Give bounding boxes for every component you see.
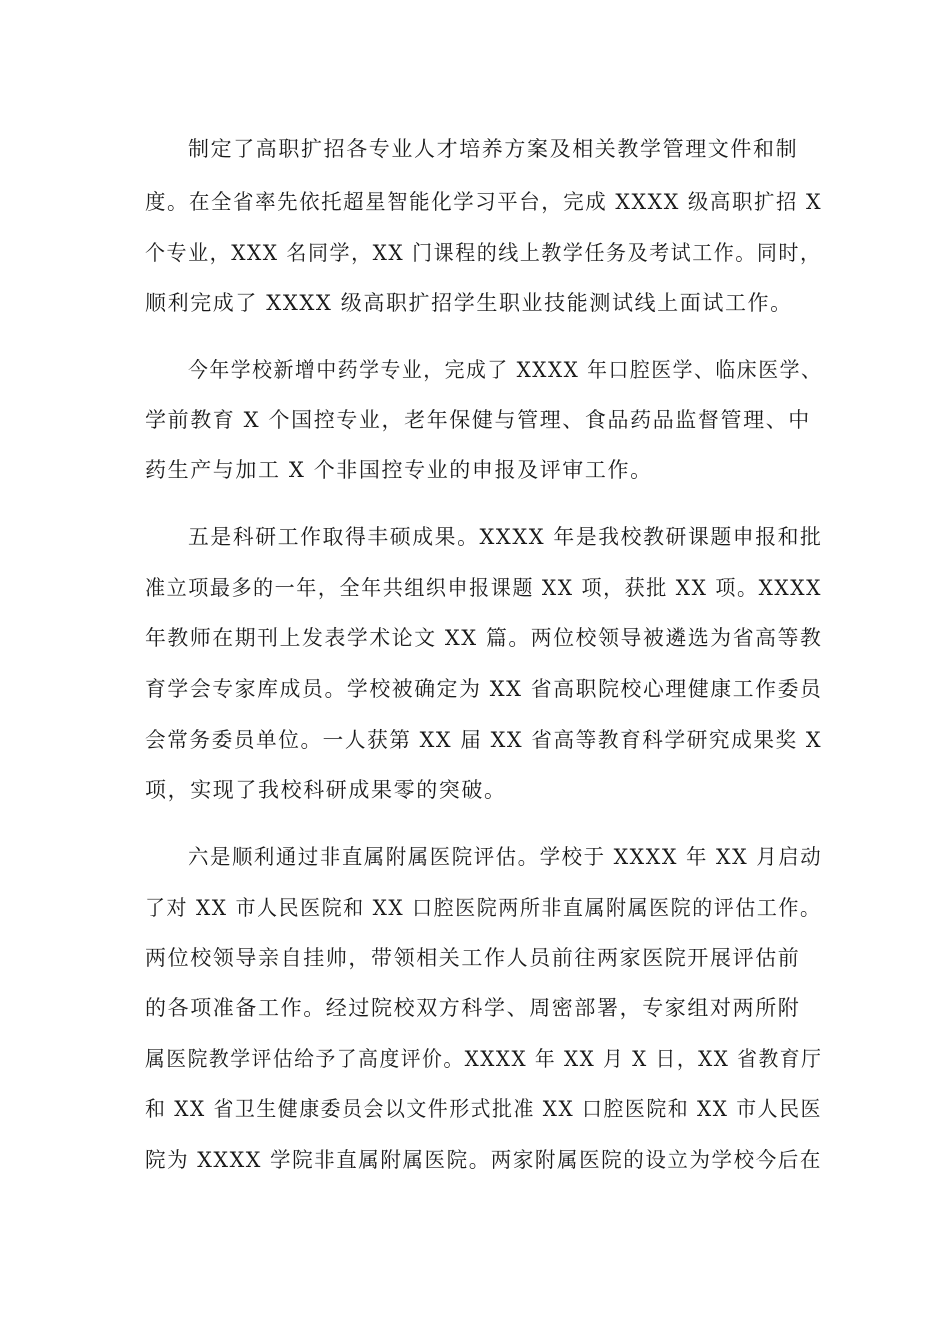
text-line: 六是顺利通过非直属附属医院评估。学校于 XXXX 年 XX 月启动 xyxy=(188,845,823,869)
text-line: 顺利完成了 XXXX 级高职扩招学生职业技能测试线上面试工作。 xyxy=(145,291,793,315)
text-line: 属医院教学评估给予了高度评价。XXXX 年 XX 月 X 日，XX 省教育厅 xyxy=(145,1047,823,1071)
text-line: 学前教育 X 个国控专业，老年保健与管理、食品药品监督管理、中 xyxy=(145,408,811,432)
text-line: 今年学校新增中药学专业，完成了 XXXX 年口腔医学、临床医学、 xyxy=(188,358,823,382)
text-line: 的各项准备工作。经过院校双方科学、周密部署，专家组对两所附 xyxy=(145,996,801,1020)
text-line: 度。在全省率先依托超星智能化学习平台，完成 XXXX 级高职扩招 X xyxy=(145,190,823,214)
text-line: 准立项最多的一年，全年共组织申报课题 XX 项，获批 XX 项。XXXX xyxy=(145,576,822,600)
text-line: 和 XX 省卫生健康委员会以文件形式批准 XX 口腔医院和 XX 市人民医 xyxy=(145,1097,822,1121)
text-line: 项，实现了我校科研成果零的突破。 xyxy=(145,778,507,802)
text-line: 了对 XX 市人民医院和 XX 口腔医院两所非直属附属医院的评估工作。 xyxy=(145,896,822,920)
text-line: 五是科研工作取得丰硕成果。XXXX 年是我校教研课题申报和批 xyxy=(188,525,823,549)
text-line: 药生产与加工 X 个非国控专业的申报及评审工作。 xyxy=(145,458,653,482)
text-line: 育学会专家库成员。学校被确定为 XX 省高职院校心理健康工作委员 xyxy=(145,677,823,701)
text-line: 制定了高职扩招各专业人才培养方案及相关教学管理文件和制 xyxy=(188,137,799,161)
text-line: 院为 XXXX 学院非直属附属医院。两家附属医院的设立为学校今后在 xyxy=(145,1148,822,1172)
text-line: 会常务委员单位。一人获第 XX 届 XX 省高等教育科学研究成果奖 X xyxy=(145,728,823,752)
text-line: 两位校领导亲自挂帅，带领相关工作人员前往两家医院开展评估前 xyxy=(145,946,801,970)
text-line: 年教师在期刊上发表学术论文 XX 篇。两位校领导被遴选为省高等教 xyxy=(145,626,823,650)
text-line: 个专业，XXX 名同学，XX 门课程的线上教学任务及考试工作。同时， xyxy=(145,241,822,265)
